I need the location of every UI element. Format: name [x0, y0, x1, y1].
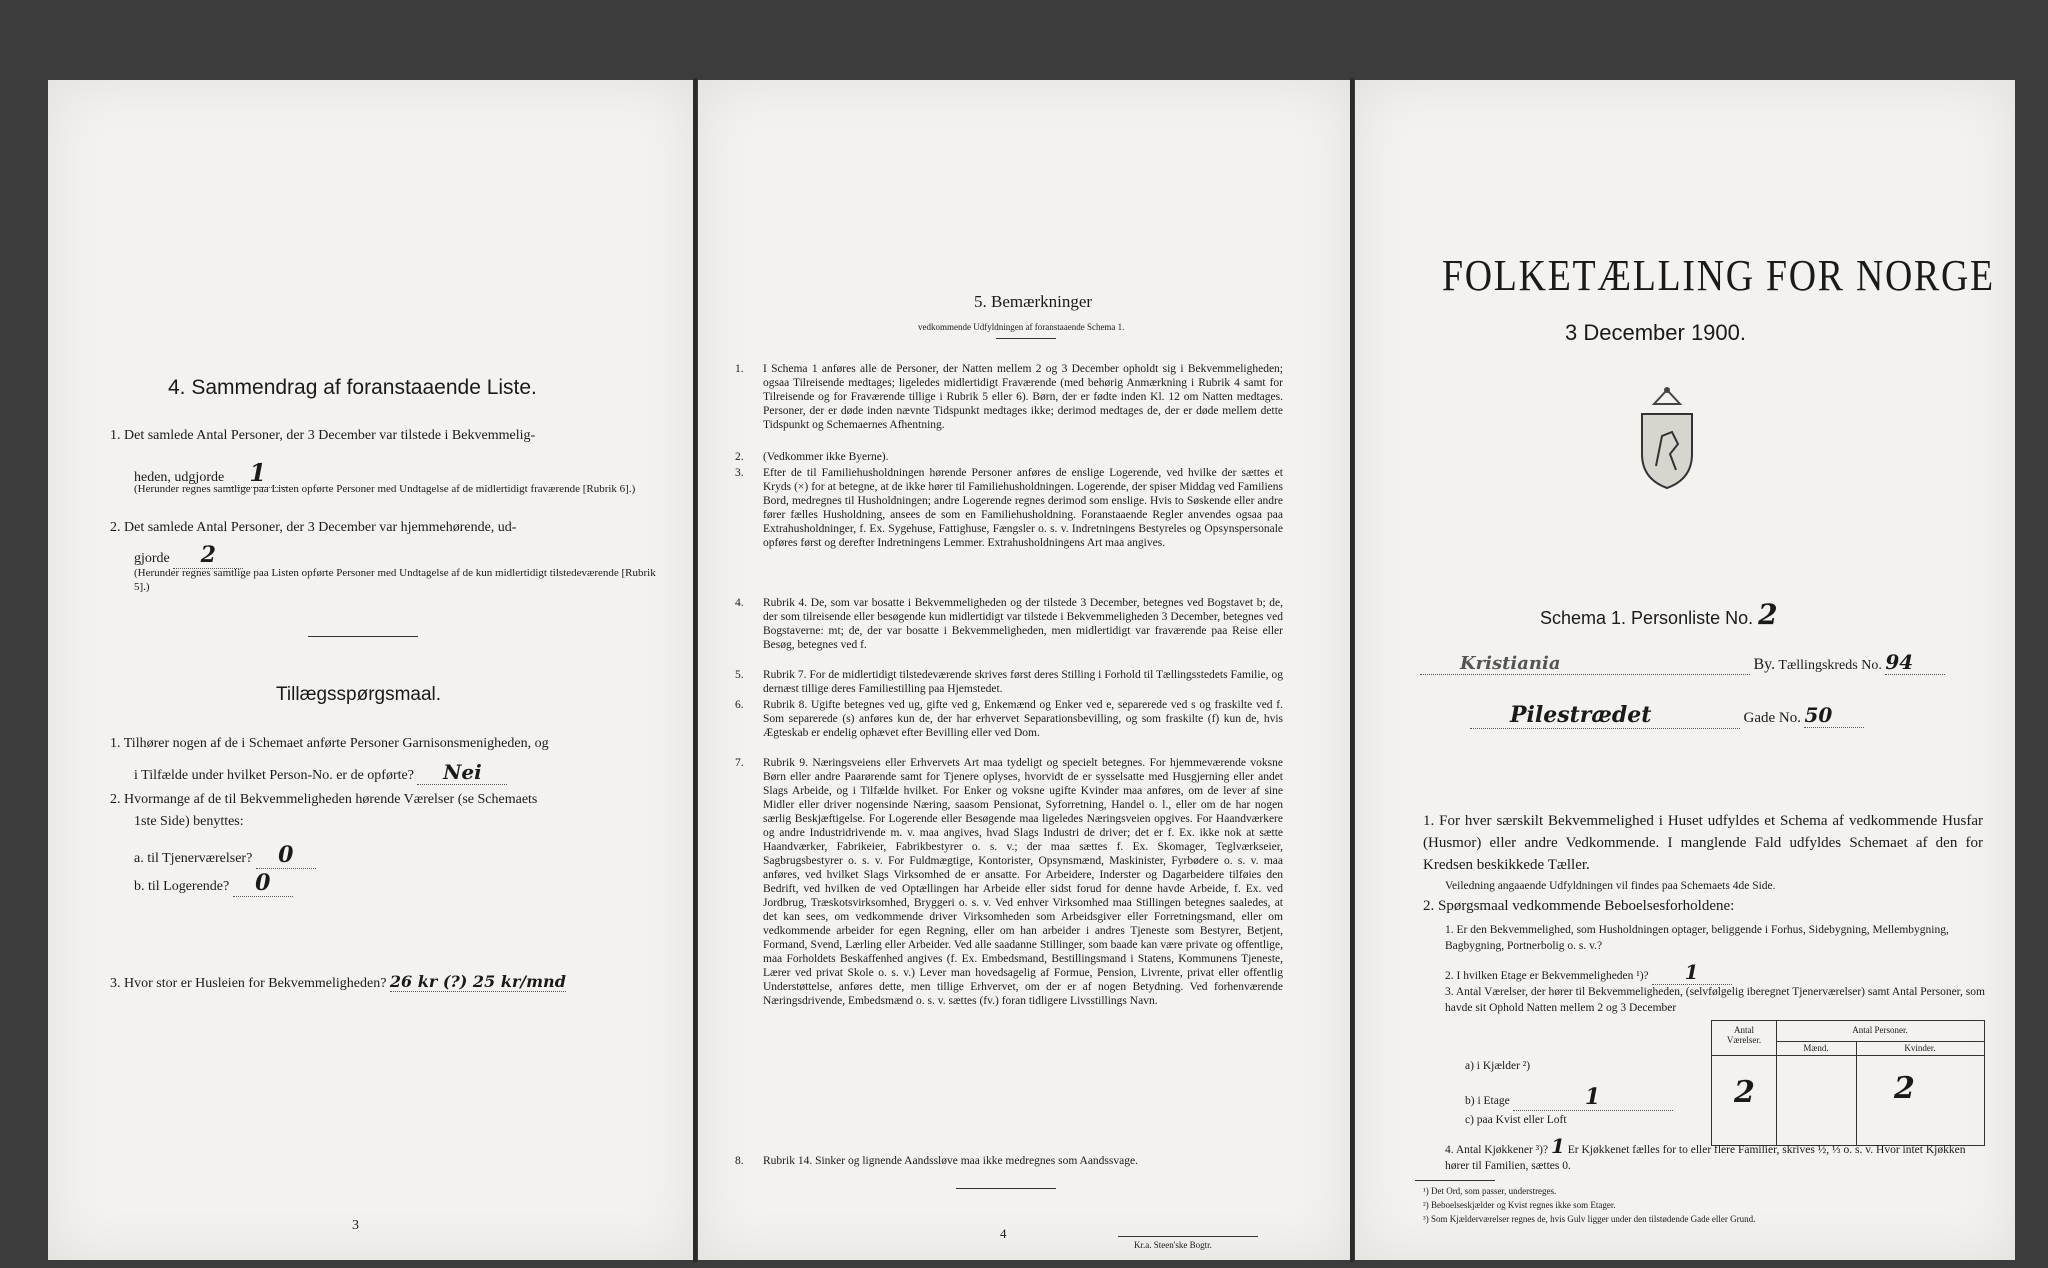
- instruction-1-note: Veiledning angaaende Udfyldningen vil findes paa Schemaets 4de Side.: [1445, 880, 1776, 892]
- street-field: Pilestrædet: [1470, 702, 1740, 729]
- q2-note: (Herunder regnes samtlige paa Listen opførte Personer med Undtagelse af de kun midlertidigt tilstedeværende [Rubrik 5].): [134, 567, 656, 593]
- etage-answer: 1: [1652, 960, 1732, 985]
- s2a-answer: 0: [256, 842, 316, 869]
- kjokken-answer: 1: [1550, 1134, 1565, 1158]
- divider: [308, 636, 418, 637]
- q2-line2: gjorde 2: [134, 542, 243, 569]
- schema-line: Schema 1. Personliste No. 2: [1540, 598, 1778, 631]
- question-2: 2. I hvilken Etage er Bekvemmeligheden ¹)? 1: [1445, 960, 1732, 985]
- footnote-1: ¹) Det Ord, som passer, understreges.: [1423, 1186, 1557, 1196]
- page-3-summary: [48, 80, 693, 1260]
- q2-answer: 2: [173, 542, 243, 569]
- gade-field: 50: [1804, 703, 1864, 728]
- note-8: 8. Rubrik 14. Sinker og lignende Aandssløve maa ikke medregnes som Aandssvage.: [735, 1155, 1138, 1167]
- page-gap-right: [1350, 78, 1354, 1262]
- s2-text: 2. Hvormange af de til Bekvemmeligheden hørende Værelser (se Schemaets: [110, 792, 538, 807]
- page-number-3: 3: [352, 1218, 359, 1233]
- remarks-title: 5. Bemærkninger: [974, 292, 1093, 311]
- s3-text: 3. Hvor stor er Husleien for Bekvemmeligheden? 26 kr (?) 25 kr/mnd: [110, 972, 566, 991]
- schema-number: 2: [1758, 598, 1778, 631]
- col-vaerelser: Antal Værelser.: [1726, 1025, 1762, 1045]
- page-1-cover: [1355, 80, 2015, 1260]
- census-date: 3 December 1900.: [1565, 320, 1746, 345]
- s2b: b. til Logerende? 0: [134, 870, 293, 897]
- q1-answer: 1: [228, 458, 288, 488]
- page-gap-left: [693, 78, 697, 1262]
- q1-note: (Herunder regnes samtlige paa Listen opførte Personer med Undtagelse af de midlertidigt fraværende [Rubrik 6].): [134, 483, 636, 495]
- coat-of-arms-icon: [1632, 384, 1702, 490]
- q1-text: 1. Det samlede Antal Personer, der 3 December var tilstede i Bekvemmelig-: [110, 428, 536, 443]
- question-1: 1. Er den Bekvemmelighed, som Husholdningen optager, beliggende i Forhus, Sidebygning, Mellembygning, Bagbygning, Portnerbolig o. s. v.?: [1445, 924, 1949, 952]
- vaerelser-etage: 2: [1734, 1075, 1755, 1110]
- printer-rule: [1118, 1236, 1258, 1237]
- s2-line2: 1ste Side) benyttes:: [134, 814, 244, 829]
- q1-line1: Det samlede Antal Personer, der 3 December var tilstede i Bekvemmelig-: [124, 428, 536, 443]
- city-line: Kristiania By. Tællingskreds No. 94: [1420, 650, 2005, 675]
- q1-line2: heden, udgjorde 1: [134, 458, 288, 488]
- end-rule: [956, 1188, 1056, 1189]
- printer-mark: Kr.a. Steen'ske Bogtr.: [1134, 1240, 1212, 1250]
- note-3: 3. Efter de til Familiehusholdningen hørende Personer anføres de enslige Logerende, ved hvilke der sættes et Kryds (×) for at betegne, at de ikke hører til Familiehusholdningen. Logerende, der spiser Middag ved Familiens Bord, medregnes til Husholdningen; andre Logerende regnes derimod som enslige. Hvis to Søskende eller andre fører fælles Husholdning, ansees de som en Familiehusholdning. Foranstaaende Regler anvendes ogsaa paa Extrahusholdninger, f. Ex. Sygehuse, Fattighuse, Fængsler o. s. v. Indretningens Bestyreles og Opsynspersonale opføres først og derefter Indretningens Lemmer. Extrahusholdningens Art maa angives.: [735, 467, 1283, 549]
- note-5: 5. Rubrik 7. For de midlertidigt tilstedeværende skrives først deres Stilling i Forhold til Tællingsstedets Familie, og dernæst tillige deres Familiestilling paa Hjemstedet.: [735, 669, 1283, 695]
- s1-text: 1. Tilhører nogen af de i Schemaet anførte Personer Garnisonsmenigheden, og: [110, 736, 549, 751]
- rooms-table: [1711, 1020, 1985, 1146]
- s2a: a. til Tjenerværelser? 0: [134, 842, 316, 869]
- col-personer: Antal Personer.: [1852, 1025, 1908, 1035]
- s3-answer: 26 kr (?) 25 kr/mnd: [389, 972, 566, 991]
- row-kjaelder: a) i Kjælder ²): [1465, 1060, 1531, 1072]
- col-kvinder: Kvinder.: [1904, 1043, 1936, 1053]
- s1-answer: Nei: [417, 760, 507, 785]
- city-field: Kristiania: [1420, 653, 1750, 675]
- supplementary-title: Tillægsspørgsmaal.: [276, 684, 442, 705]
- instruction-1: 1. For hver særskilt Bekvemmelighed i Huset udfyldes et Schema af vedkommende Husfar (Husmor) eller andre Vedkommende. I manglende Fald udfyldes Schemaet af den for Kredsen beskikkede Tæller.: [1423, 813, 1983, 873]
- question-4: 4. Antal Kjøkkener ³)? 1 Er Kjøkkenet fælles for to eller flere Familier, skrives ½, ⅓ o. s. v. Hvor intet Kjøkken hører til Familien, sættes 0.: [1445, 1134, 1966, 1172]
- street-line: Pilestrædet Gade No. 50: [1470, 702, 2010, 729]
- note-6: 6. Rubrik 8. Ugifte betegnes ved ug, gifte ved g, Enkemænd og Enker ved e, separerede ved s og fraskilte ved f. Som separerede (s) anføres kun de, der har erhvervet Separationsbevilling, og som fraskilte (f) kun de, hvis Ægteskab er endelig ophævet efter Bevilling eller ved Dom.: [735, 699, 1283, 739]
- row-kvist: c) paa Kvist eller Loft: [1465, 1114, 1567, 1126]
- note-1: 1. I Schema 1 anføres alle de Personer, der Natten mellem 2 og 3 December opholdt sig i Bekvemmeligheden; ogsaa Tilreisende medtages; ligeledes midlertidigt Fraværende (med behørig Anmærkning i Rubrik 4 samt for Tilreisende og for Fraværende tillige i Rubrik 5 eller 6). Børn, der er fødte inden Kl. 12 om Natten medtages. Personer, der er døde inden nævnte Tidspunkt medtages ikke; derimod medtages de, der er døde mellem dette Tidspunkt og Schemaernes Afhentning.: [735, 363, 1283, 431]
- col-maend: Mænd.: [1803, 1043, 1829, 1053]
- page-number-4: 4: [1000, 1226, 1007, 1241]
- etage-number: 1: [1513, 1084, 1673, 1111]
- kreds-field: 94: [1885, 650, 1945, 675]
- note-4: 4. Rubrik 4. De, som var bosatte i Bekvemmeligheden og der tilstede 3 December, betegnes ved Bogstavet b; de, der som tilreisende eller besøgende kun midlertidigt var tilstede i Bekvemmeligheden 3 December, betegnes ved Bogstaverne: mt; de, der var bosatte i Bekvemmeligheden, men midlertidigt var fraværende paa Reise eller Besøg, betegnes ved f.: [735, 597, 1283, 651]
- footnote-rule: [1415, 1180, 1495, 1181]
- title-rule: [996, 338, 1056, 339]
- question-3: 3. Antal Værelser, der hører til Bekvemmeligheden, (selvfølgelig iberegnet Tjenerværelser) samt Antal Personer, som havde sit Ophold Natten mellem 2 og 3 December: [1445, 986, 1985, 1014]
- census-title: FOLKETÆLLING FOR NORGE: [1442, 251, 1995, 300]
- page-4-remarks: [698, 80, 1350, 1260]
- kvinder-etage: 2: [1894, 1071, 1915, 1106]
- note-2: 2. (Vedkommer ikke Byerne).: [735, 451, 889, 463]
- s2b-answer: 0: [233, 870, 293, 897]
- row-etage: b) i Etage 1: [1465, 1084, 1673, 1111]
- note-7: 7. Rubrik 9. Næringsveiens eller Erhvervets Art maa tydeligt og specielt betegnes. For hjemmeværende voksne Børn eller andre Paarørende samt for Tjenere oplyses, hvorvidt de er sysselsatte med Husgjerning eller andet Slags Arbeide, og i Tilfælde hvilket. For Enker og voksne ugifte Kvinder maa anføres, om de lever af sine Midler eller driver nogensinde Næring, saasom Pensionat, Syforretning, Handel o. l., eller om de har nogen særlig Beskjæftigelse. For Logerende eller Besøgende maa ligeledes Næringsveien opgives. For Haandværkere og andre Industridrivende m. v. maa angives, hvad Slags Industri de driver; det er f. Ex. ikke nok at sætte Haandværker, Fabrikeier, Fabrikbestyrer o. s. v.; der maa sættes f. Ex. Skomager, Teglværkseier, Sagbrugsbestyrer o. s. v. For Fuldmægtige, Kontorister, Opsynsmænd, Maskinister, Fyrbødere o. s. v. maa anføres, ved hvilket Slags Virksomhed de er ansatte. For Arbeidere, Inderster og Dagarbeidere tilføies den Bedrift, ved hvilken de ved Optællingen har Arbeide eller sidst forud for denne havde Arbeide, f. Ex. ved Jordbrug, Træskotsvirksomhed, Bryggeri o. s. v. Ved enhver Virksomhed maa Stillingen betegnes saaledes, at det kan sees, om vedkommende driver Virksomheden som Arbeidsgiver eller Forretningsmand, eller om vedkommende arbeider for egen Regning, eller om han arbeider i andres Tjeneste som Bestyrer, Betjent, Formand, Svend, Lærling eller Arbeider. Ved alle saadanne Stillinger, som baade kan være private og offentlige, maa Forholdets Beskaffenhed angives (f. Ex. Embedsmand, Bestillingsmand i Statens, Kommunens Tjeneste, Lærer ved privat Skole o. s. v.) Lever man hovedsagelig af Formue, Pension, Livrente, privat eller offentlig Understøttelse, anføres dette, men tillige Erhvervet, om der er af nogen Betydning. Ved forhenværende Næringsdrivende, Embedsmænd o. s. v. sættes (fv.) foran tidligere Livsstillings Navn.: [735, 757, 1283, 1007]
- s1-line2: i Tilfælde under hvilket Person-No. er de opførte? Nei: [134, 760, 507, 785]
- instruction-2: 2. Spørgsmaal vedkommende Beboelsesforholdene:: [1423, 898, 1735, 914]
- remarks-subtitle: vedkommende Udfyldningen af foranstaaende Schema 1.: [918, 322, 1125, 332]
- footnote-2: ²) Beboelseskjælder og Kvist regnes ikke som Etager.: [1423, 1200, 1616, 1210]
- section4-title: 4. Sammendrag af foranstaaende Liste.: [168, 376, 537, 399]
- footnote-3: ³) Som Kjælderværelser regnes de, hvis Gulv ligger under den tilstødende Gade eller Grund.: [1423, 1214, 1756, 1224]
- q2-text: 2. Det samlede Antal Personer, der 3 December var hjemmehørende, ud-: [110, 520, 517, 535]
